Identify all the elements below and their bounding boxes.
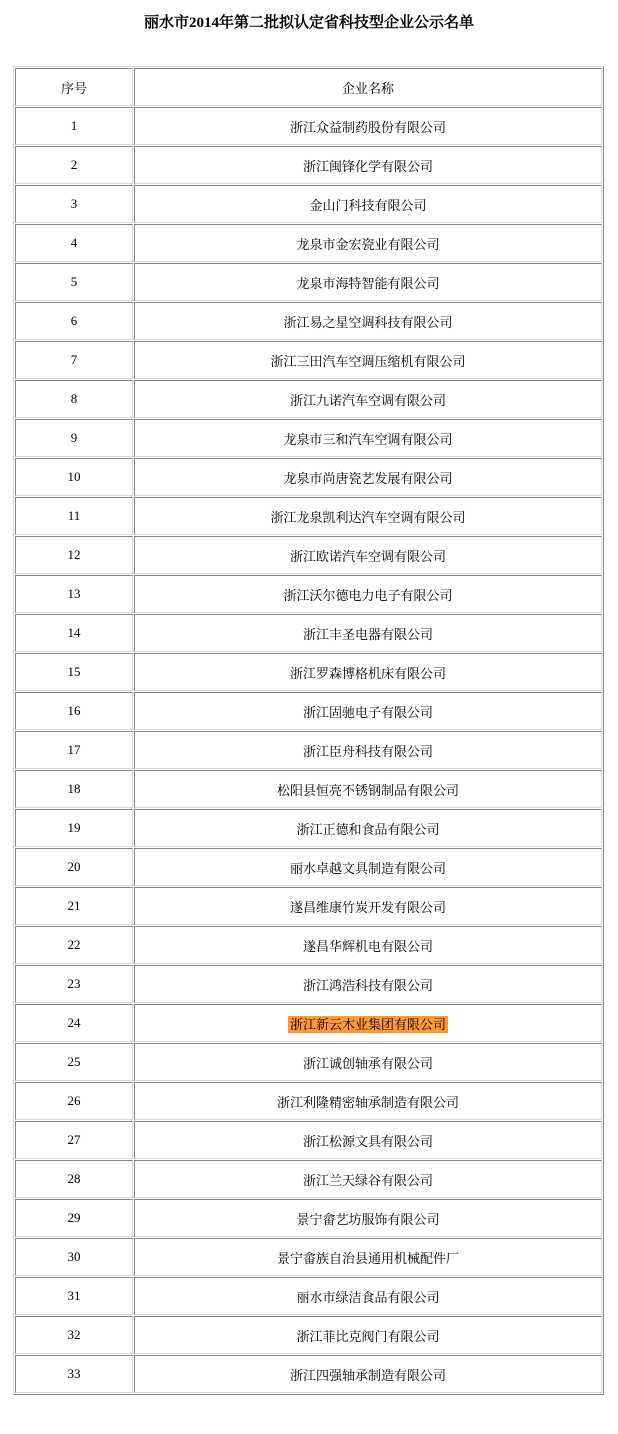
company-name-cell: 浙江松源文具有限公司 xyxy=(134,1121,602,1159)
table-row xyxy=(15,692,602,730)
serial-number-cell: 28 xyxy=(15,1160,133,1198)
serial-number-cell: 17 xyxy=(15,731,133,769)
serial-number-cell: 4 xyxy=(15,224,133,262)
company-name-cell: 浙江四强轴承制造有限公司 xyxy=(134,1355,602,1393)
company-name-cell: 景宁畲艺坊服饰有限公司 xyxy=(134,1199,602,1237)
serial-number-cell: 31 xyxy=(15,1277,133,1315)
company-name-cell: 金山门科技有限公司 xyxy=(134,185,602,223)
company-name-cell: 浙江闽锋化学有限公司 xyxy=(134,146,602,184)
serial-number-cell: 18 xyxy=(15,770,133,808)
serial-number-cell: 20 xyxy=(15,848,133,886)
table-row xyxy=(15,1004,602,1042)
table-row xyxy=(15,341,602,379)
serial-number-cell: 21 xyxy=(15,887,133,925)
serial-number-cell: 3 xyxy=(15,185,133,223)
serial-number-cell: 27 xyxy=(15,1121,133,1159)
table-row xyxy=(15,224,602,262)
header-cell-serial-number: 序号 xyxy=(15,68,133,106)
table-row xyxy=(15,302,602,340)
serial-number-cell: 25 xyxy=(15,1043,133,1081)
table-row xyxy=(15,380,602,418)
company-name-cell: 浙江菲比克阀门有限公司 xyxy=(134,1316,602,1354)
table-row xyxy=(15,1316,602,1354)
highlighted-company-name: 浙江新云木业集团有限公司 xyxy=(289,1016,446,1032)
table-row xyxy=(15,1199,602,1237)
company-name-cell: 景宁畲族自治县通用机械配件厂 xyxy=(134,1238,602,1276)
company-table xyxy=(13,66,604,1395)
table-row xyxy=(15,575,602,613)
table-row xyxy=(15,1082,602,1120)
table-row xyxy=(15,965,602,1003)
company-name-cell: 浙江众益制药股份有限公司 xyxy=(134,107,602,145)
header-cell-company-name: 企业名称 xyxy=(134,68,602,106)
company-name-cell xyxy=(134,1004,602,1042)
serial-number-cell: 15 xyxy=(15,653,133,691)
table-row xyxy=(15,497,602,535)
company-name-cell: 浙江正德和食品有限公司 xyxy=(134,809,602,847)
serial-number-cell: 22 xyxy=(15,926,133,964)
table-row xyxy=(15,1277,602,1315)
table-row xyxy=(15,887,602,925)
table-row xyxy=(15,926,602,964)
serial-number-cell: 32 xyxy=(15,1316,133,1354)
company-name-cell: 丽水卓越文具制造有限公司 xyxy=(134,848,602,886)
serial-number-cell: 14 xyxy=(15,614,133,652)
serial-number-cell: 33 xyxy=(15,1355,133,1393)
serial-number-cell: 5 xyxy=(15,263,133,301)
company-name-cell: 浙江九诺汽车空调有限公司 xyxy=(134,380,602,418)
table-row xyxy=(15,731,602,769)
serial-number-cell: 8 xyxy=(15,380,133,418)
company-name-cell: 浙江丰圣电器有限公司 xyxy=(134,614,602,652)
company-name-cell: 浙江诚创轴承有限公司 xyxy=(134,1043,602,1081)
serial-number-cell: 12 xyxy=(15,536,133,574)
company-name-cell: 龙泉市三和汽车空调有限公司 xyxy=(134,419,602,457)
serial-number-cell: 30 xyxy=(15,1238,133,1276)
serial-number-cell: 11 xyxy=(15,497,133,535)
company-name-cell: 浙江易之星空调科技有限公司 xyxy=(134,302,602,340)
company-name-cell: 浙江三田汽车空调压缩机有限公司 xyxy=(134,341,602,379)
serial-number-cell: 6 xyxy=(15,302,133,340)
serial-number-cell: 16 xyxy=(15,692,133,730)
serial-number-cell: 19 xyxy=(15,809,133,847)
table-row xyxy=(15,146,602,184)
company-name-cell: 遂昌维康竹炭开发有限公司 xyxy=(134,887,602,925)
serial-number-cell: 23 xyxy=(15,965,133,1003)
company-name-cell: 遂昌华辉机电有限公司 xyxy=(134,926,602,964)
company-table-header xyxy=(15,68,602,106)
table-row xyxy=(15,614,602,652)
table-row xyxy=(15,770,602,808)
company-table-body xyxy=(15,107,602,1393)
header-row xyxy=(15,68,602,106)
page-title: 丽水市2014年第二批拟认定省科技型企业公示名单 xyxy=(143,15,474,31)
serial-number-cell: 24 xyxy=(15,1004,133,1042)
table-row xyxy=(15,1355,602,1393)
table-row xyxy=(15,1238,602,1276)
company-name-cell: 龙泉市尚唐瓷艺发展有限公司 xyxy=(134,458,602,496)
company-name-cell: 浙江沃尔德电力电子有限公司 xyxy=(134,575,602,613)
table-row xyxy=(15,1043,602,1081)
serial-number-cell: 1 xyxy=(15,107,133,145)
table-row xyxy=(15,107,602,145)
company-name-cell: 浙江龙泉凯利达汽车空调有限公司 xyxy=(134,497,602,535)
serial-number-cell: 10 xyxy=(15,458,133,496)
serial-number-cell: 9 xyxy=(15,419,133,457)
table-row xyxy=(15,848,602,886)
company-name-cell: 龙泉市海特智能有限公司 xyxy=(134,263,602,301)
serial-number-cell: 13 xyxy=(15,575,133,613)
company-name-cell: 浙江鸿浩科技有限公司 xyxy=(134,965,602,1003)
table-row xyxy=(15,809,602,847)
serial-number-cell: 2 xyxy=(15,146,133,184)
table-row xyxy=(15,1121,602,1159)
company-name-cell: 浙江固驰电子有限公司 xyxy=(134,692,602,730)
company-name-cell: 浙江兰天绿谷有限公司 xyxy=(134,1160,602,1198)
table-row xyxy=(15,653,602,691)
table-row xyxy=(15,458,602,496)
table-row xyxy=(15,536,602,574)
company-name-cell: 龙泉市金宏瓷业有限公司 xyxy=(134,224,602,262)
company-name-cell: 浙江罗森博格机床有限公司 xyxy=(134,653,602,691)
company-name-cell: 丽水市绿洁食品有限公司 xyxy=(134,1277,602,1315)
table-row xyxy=(15,185,602,223)
serial-number-cell: 29 xyxy=(15,1199,133,1237)
table-row xyxy=(15,263,602,301)
company-name-cell: 浙江欧诺汽车空调有限公司 xyxy=(134,536,602,574)
company-name-cell: 浙江臣舟科技有限公司 xyxy=(134,731,602,769)
table-row xyxy=(15,419,602,457)
table-row xyxy=(15,1160,602,1198)
company-name-cell: 浙江利隆精密轴承制造有限公司 xyxy=(134,1082,602,1120)
serial-number-cell: 7 xyxy=(15,341,133,379)
company-name-cell: 松阳县恒亮不锈钢制品有限公司 xyxy=(134,770,602,808)
serial-number-cell: 26 xyxy=(15,1082,133,1120)
